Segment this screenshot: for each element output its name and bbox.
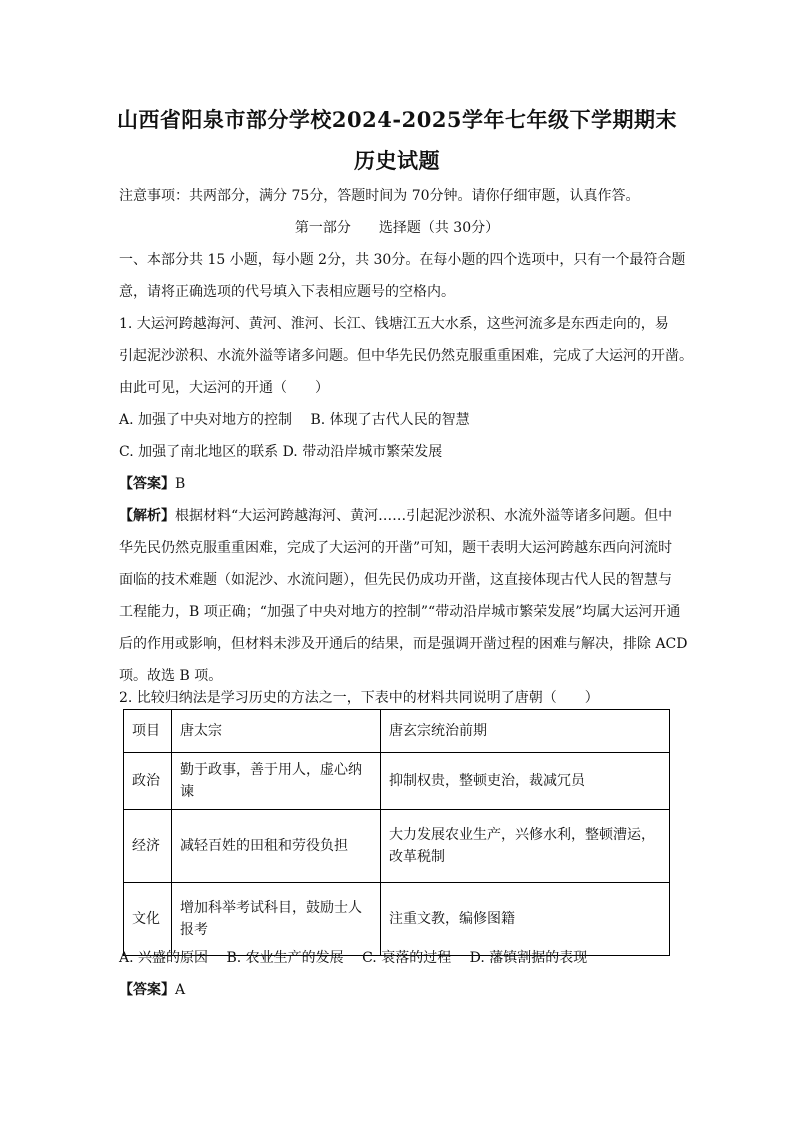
table-cell: 政治: [124, 753, 172, 810]
q2-stem: 2. 比较归纳法是学习历史的方法之一，下表中的材料共同说明了唐朝（ ）: [119, 690, 599, 706]
table-row: [124, 883, 670, 956]
q2-answer: [119, 980, 679, 1000]
table-header-row: [124, 710, 670, 753]
q1-analysis-text-1: 根据材料“大运河跨越海河、黄河……引起泥沙淤积、水流外溢等诸多问题。但中: [175, 508, 673, 524]
table-cell: 勤于政事，善于用人，虚心纳谏: [172, 753, 381, 810]
table-row: [124, 810, 670, 883]
q1-stem-line-2: 引起泥沙淤积、水流外溢等诸多问题。但中华先民仍然克服重重困难，完成了大运河的开凿。: [119, 348, 693, 364]
table-cell: 注重文教，编修图籍: [381, 883, 670, 956]
q1-answer: [119, 474, 679, 494]
q1-analysis-line-1: [119, 506, 679, 526]
comparison-table: [123, 709, 670, 956]
q1-analysis-line-3: 面临的技术难题（如泥沙、水流问题），但先民仍成功开凿，这直接体现古代人民的智慧与: [119, 572, 672, 588]
q2-answer-value: A: [175, 982, 186, 998]
q1-options-line-2: C. 加强了南北地区的联系 D. 带动沿岸城市繁荣发展: [119, 444, 443, 460]
q1-analysis-line-4: 工程能力，B 项正确；“加强了中央对地方的控制”“带动沿岸城市繁荣发展”均属大运河开通: [119, 604, 681, 620]
q2-answer-label: 【答案】: [119, 982, 175, 998]
table-cell: 增加科举考试科目，鼓励士人报考: [172, 883, 381, 956]
q1-analysis-label: 【解析】: [119, 508, 175, 524]
table-cell: 抑制权贵，整顿吏治，裁减冗员: [381, 753, 670, 810]
q1-answer-value: B: [175, 476, 186, 492]
q1-stem-line-1: 1. 大运河跨越海河、黄河、淮河、长江、钱塘江五大水系，这些河流多是东西走向的，易: [119, 316, 669, 332]
q1-analysis-line-5: 后的作用或影响，但材料未涉及开通后的结果，而是强调开凿过程的困难与解决，排除 ACD: [119, 636, 688, 652]
table-header-cell: 项目: [124, 710, 172, 753]
table-cell: 经济: [124, 810, 172, 883]
q1-answer-label: 【答案】: [119, 476, 175, 492]
q1-options-line-1: A. 加强了中央对地方的控制 B. 体现了古代人民的智慧: [119, 412, 470, 428]
q1-stem-line-3: 由此可见，大运河的开通（ ）: [119, 380, 329, 396]
table-header-cell: 唐玄宗统治前期: [381, 710, 670, 753]
table-header-cell: 唐太宗: [172, 710, 381, 753]
part-heading: 第一部分 选择题（共 30分）: [294, 220, 500, 236]
instruction-line-1: 一、本部分共 15 小题，每小题 2分，共 30分。在每小题的四个选项中，只有一个最符合题: [119, 252, 686, 268]
table-cell: 文化: [124, 883, 172, 956]
notice-text: 注意事项：共两部分，满分 75分，答题时间为 70分钟。请你仔细审题，认真作答。: [119, 188, 640, 204]
document-title-line1: 山西省阳泉市部分学校2024-2025学年七年级下学期期末: [116, 107, 678, 132]
table-cell: 大力发展农业生产，兴修水利，整顿漕运，改革税制: [381, 810, 670, 883]
q2-options: A. 兴盛的原因 B. 农业生产的发展 C. 衰落的过程 D. 藩镇割据的表现: [119, 950, 588, 966]
table-row: [124, 753, 670, 810]
q1-analysis-line-2: 华先民仍然克服重重困难，完成了大运河的开凿”可知，题干表明大运河跨越东西向河流时: [119, 540, 673, 556]
q1-analysis-line-6: 项。故选 B 项。: [119, 668, 223, 684]
instruction-line-2: 意，请将正确选项的代号填入下表相应题号的空格内。: [119, 284, 455, 300]
table-cell: 减轻百姓的田租和劳役负担: [172, 810, 381, 883]
document-title-line2: 历史试题: [354, 148, 440, 173]
